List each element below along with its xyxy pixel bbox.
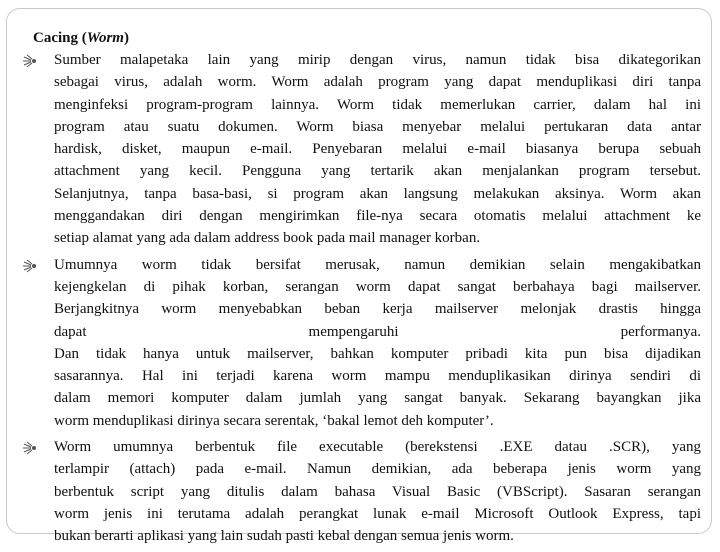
title-italic: Worm: [86, 30, 124, 46]
text-line: Worm umumnya berbentuk file executable (berekstensi .EXE datau .SCR), yang: [54, 439, 701, 456]
title-suffix: ): [123, 30, 129, 46]
bullet-list: [21, 49, 701, 548]
text-line: Berjangkitnya worm menyebabkan beban kerja mailserver melonjak drastis hingga: [54, 301, 701, 318]
bullet-text: [54, 436, 701, 547]
text-line: hardisk, disket, maupun e-mail. Penyebaran melalui e-mail biasanya berupa sebuah: [54, 141, 701, 158]
sun-ray-bullet-icon: [21, 440, 47, 454]
sun-ray-bullet-icon: [21, 53, 47, 67]
text-line: sasarannya. Hal ini terjadi karena worm mampu menduplikasikan dirinya sendiri di: [54, 368, 701, 385]
text-line: program atau suatu dokumen. Worm biasa menyebar melalui pertukaran data antar: [54, 118, 701, 135]
text-line: Umumnya worm tidak bersifat merusak, namun demikian selain mengakibatkan: [54, 256, 701, 273]
text-line: menginfeksi program-program lainnya. Worm tidak memerlukan carrier, dalam hal ini: [54, 96, 701, 113]
text-line: terlampir (attach) pada e-mail. Namun demikian, ada beberapa jenis worm yang: [54, 461, 701, 478]
text-line: sebagai virus, adalah worm. Worm adalah program yang dapat menduplikasi diri tanpa: [54, 74, 701, 91]
bullet-item: [21, 49, 701, 250]
bullet-item: [21, 436, 701, 547]
sun-ray-bullet-icon: [21, 258, 47, 272]
text-line: menggandakan diri dengan mengirimkan file-nya secara otomatis melalui attachment ke: [54, 208, 701, 225]
title-prefix: Cacing (: [33, 30, 87, 46]
document-body: [21, 27, 701, 552]
text-line: attachment yang kecil. Pengguna yang tertarik akan menjalankan program tersebut.: [54, 163, 701, 180]
bullet-text: [54, 254, 701, 432]
text-line: Sumber malapetaka lain yang mirip dengan virus, namun tidak bisa dikategorikan: [54, 52, 701, 68]
bullet-item: [21, 254, 701, 432]
text-line: bukan berarti aplikasi yang lain sudah pasti kebal dengan semua jenis worm.: [54, 528, 514, 545]
slide-frame: [6, 8, 712, 545]
text-line: Selanjutnya, tanpa basa-basi, si program akan langsung melakukan aksinya. Worm akan: [54, 185, 701, 202]
text-line: dapat mempengaruhi performanya.: [54, 323, 701, 340]
text-line: dalam memori komputer dalam jumlah yang sangat banyak. Sekarang bayangkan jika: [54, 390, 701, 407]
section-title: [33, 27, 701, 47]
bullet-text: [54, 49, 701, 250]
text-line: Dan tidak hanya untuk mailserver, bahkan komputer pribadi kita pun bisa dijadikan: [54, 345, 701, 362]
text-line: kejengkelan di pihak korban, serangan worm dapat sangat berbahaya bagi mailserver.: [54, 278, 701, 295]
text-line: setiap alamat yang ada dalam address book pada mail manager korban.: [54, 230, 481, 247]
text-line: worm menduplikasi dirinya secara serentak, ‘bakal lemot deh komputer’.: [54, 412, 494, 429]
text-line: berbentuk script yang ditulis dalam bahasa Visual Basic (VBScript). Sasaran serangan: [54, 483, 701, 500]
text-line: worm jenis ini terutama adalah perangkat lunak e-mail Microsoft Outlook Express, tapi: [54, 505, 701, 522]
